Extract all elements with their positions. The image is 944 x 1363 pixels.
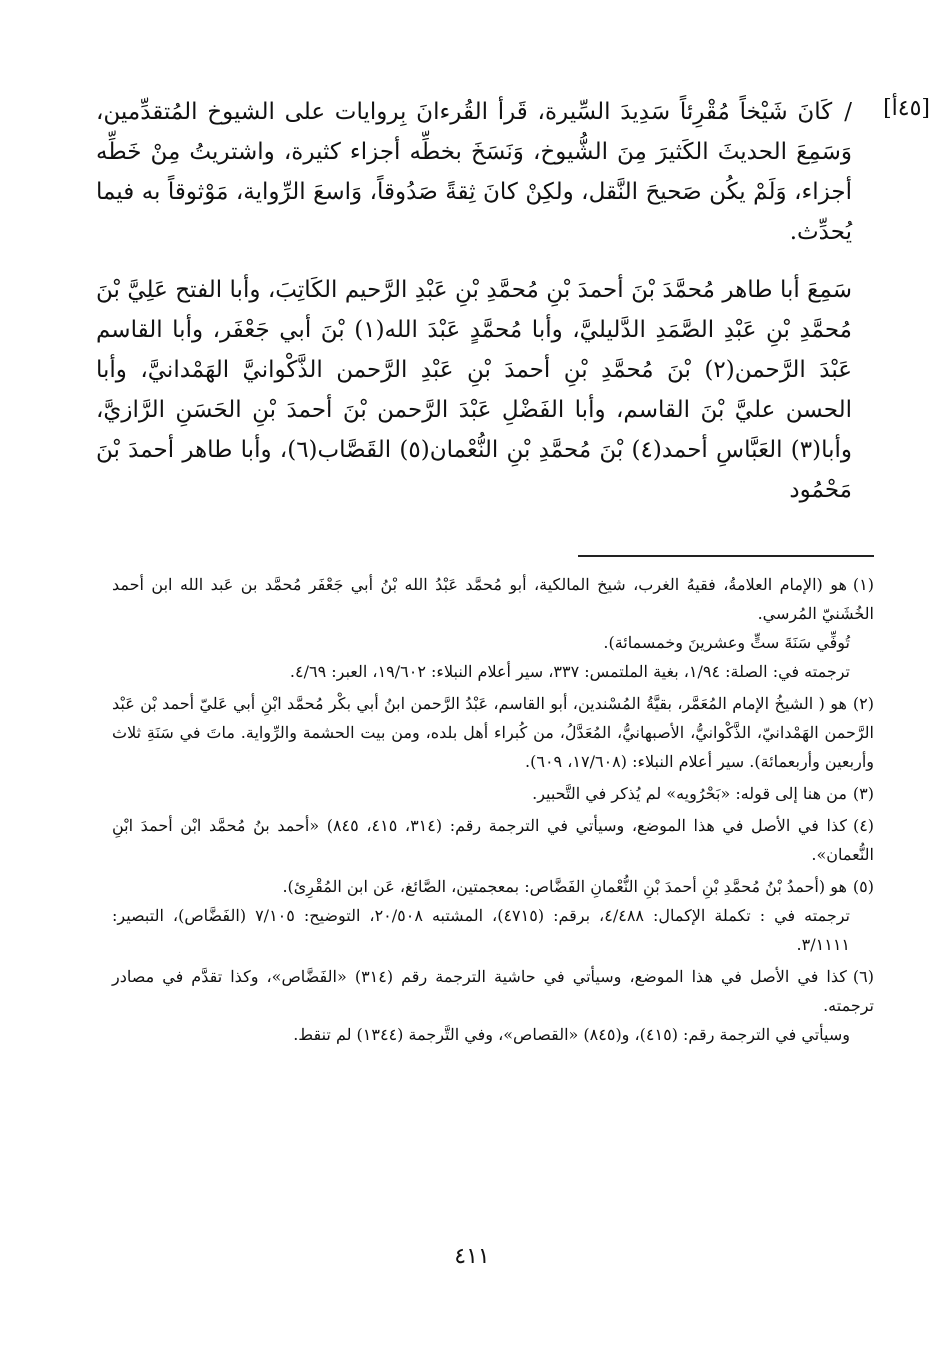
footnote-4 (112, 811, 874, 869)
footnote-5-line-1: ترجمته في : تكملة الإكمال: ٤/٤٨٨، برقم: (٤٧١٥)، المشتبه ٢٠/٥٠٨، التوضيح: ٧/١٠٥ (الفَضَّاص)، التبصير: ٣/١١١١. (112, 906, 851, 954)
footnote-6-main (112, 962, 874, 1020)
page-number: ٤١١ (454, 1244, 490, 1269)
footnote-text: هو (الإمام العلامةُ، فقيهُ الغرب، شيخ المالكية، أبو مُحمَّد عَبْدُ الله بْنُ أبي جَعْفَر مُحمَّد بن عَبد الله ابن أحمد الخُشَنيّ المُرسي. (112, 575, 874, 623)
paragraph-1-text: كَانَ شَيْخاً مُقْرِئاً سَدِيدَ السِّيرة، قَرأ القُرءانَ بِروايات على الشيوخ المُتقدِّمين، وَسَمِعَ الحديثَ الكَثيرَ مِنَ الشُّيوخ، وَنَسَخَ بخطِّه أجزاء كثيرة، واشتريتُ مِنْ خَطِّه أجزاء، وَلَمْ يكُن صَحيحَ النَّقل، ولكِنْ كانَ ثِقةً صَدُوقاً، وَاسعَ الرِّواية، مَوْثوقاً به فيما يُحدِّث. (96, 99, 852, 245)
footnote-5 (112, 872, 874, 959)
main-text (96, 92, 852, 510)
footnote-text: من هنا إلى قوله: «بَحْرُويه» لم يُذكر في التَّحبير. (532, 784, 847, 803)
footnote-5-main (112, 872, 874, 901)
paragraph-1 (96, 92, 852, 252)
footnote-text: كذا في الأصل في هذا الموضع، وسيأتي في الترجمة رقم: (٣١٤، ٤١٥، ٨٤٥) «أحمد بنُ مُحمَّد ابْن أحمدَ ابْنِ النُّعمان». (112, 816, 874, 864)
footnote-number: (٤) (852, 816, 875, 835)
footnote-1 (112, 570, 874, 686)
footnote-1-line-2: ترجمته في: الصلة: ١/٩٤، بغية الملتمس: ٣٣٧، سير أعلام النبلاء: ١٩/٦٠٢، العبر: ٤/٦٩. (289, 662, 850, 681)
folio-slash: / (844, 99, 852, 125)
footnote-text: هو (أحمدُ بْنُ مُحمَّدِ بْنِ أحمدَ بْنِ النُّعْمانِ الفَضَّاص: بمعجمتين، الصَّائغ، عَن ابن المُقْرِئ). (282, 877, 847, 896)
footnote-6 (112, 962, 874, 1049)
footnote-4-main (112, 811, 874, 869)
footnote-number: (٦) (852, 967, 874, 986)
paragraph-2: سَمِعَ أبا طاهر مُحمَّدَ بْنَ أحمدَ بْنِ مُحمَّدِ بْنِ عَبْدِ الرَّحيم الكَاتِبَ، وأبا الفتح عَلِيَّ بْنَ مُحمَّدِ بْنِ عَبْدِ الصَّمَدِ الدَّليليَّ، وأبا مُحمَّدٍ عَبْدَ الله(١) بْنَ أبي جَعْفَر، وأبا القاسم عَبْدَ الرَّحمن(٢) بْنَ مُحمَّدِ بْنِ أحمدَ بْنِ عَبْدِ الرَّحمن الذَّكْوانيَّ الهَمْدانيَّ، وأبا الحسن عليَّ بْنَ القاسم، وأبا الفَضْلِ عَبْدَ الرَّحمن بْنَ أحمدَ بْنِ الحَسَنِ الرَّازيَّ، وأبا(٣) العَبَّاسِ أحمد(٤) بْنَ مُحمَّدِ بْنِ النُّعْمان(٥) القَصَّاب(٦)، وأبا طاهر أحمدَ بْنَ مَحْمُود (96, 277, 852, 503)
footnote-3-main (112, 779, 874, 808)
footnote-1-main (112, 570, 874, 628)
footnote-number: (٣) (852, 784, 874, 803)
footnotes (112, 570, 874, 1052)
footnote-6-line-1: وسيأتي في الترجمة رقم: (٤١٥)، و(٨٤٥) «القصاص»، وفي التَّرجمة (١٣٤٤) لم تنقط. (293, 1025, 850, 1044)
footnote-number: (٥) (852, 877, 874, 896)
footnote-number: (١) (852, 575, 874, 594)
footnote-1-line-1: تُوفِّي سَنَةَ ستٍّ وعشرينَ وخمسمائة). (603, 633, 850, 652)
footnote-text: كذا في الأصل في هذا الموضع، وسيأتي في حاشية الترجمة رقم (٣١٤) «الفَضَّاص»، وكذا تقدَّم في مصادر ترجمته. (112, 967, 874, 1015)
footnote-number: (٢) (852, 694, 874, 713)
manuscript-folio-marker: [٤٥أ] (883, 96, 930, 121)
footnote-text: هو ( الشيخُ الإمام المُعَمَّر، بقيَّةُ المُسْندين، أبو القاسم، عَبْدُ الرَّحمن ابنُ أبي بكْر مُحمَّد ابْنِ أبي عَليّ أحمد بْن عَبْد الرَّحمن الهَمْدانيّ، الذَّكْوانيُّ، الأصبهانيُّ، المُعَدَّلُ، من كُبراء أهل بلده، ومن بيت الحشمة والرِّواية. ماتَ في سَنَةِ ثلاث وأربعين وأربعمائة). سير أعلام النبلاء: (١٧/٦٠٨، ٦٠٩). (112, 694, 874, 771)
footnote-divider (578, 555, 874, 557)
footnote-2 (112, 689, 874, 776)
footnote-3 (112, 779, 874, 808)
footnote-2-main (112, 689, 874, 776)
